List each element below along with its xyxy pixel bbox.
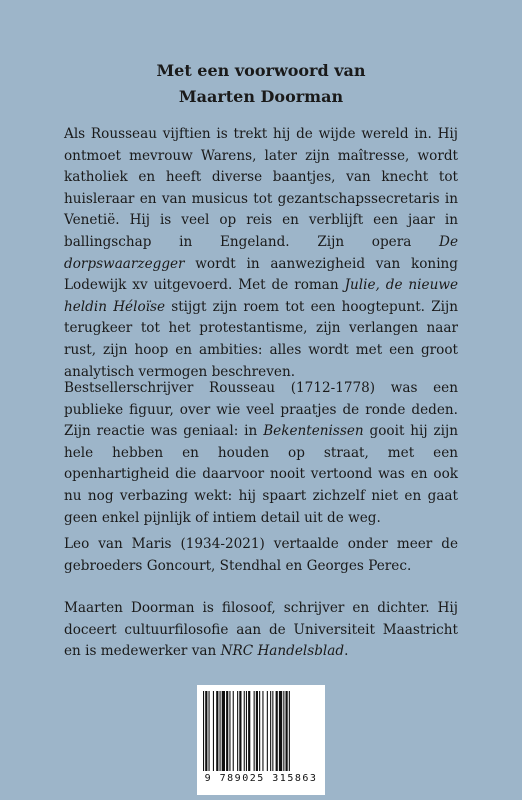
barcode-bar	[259, 691, 260, 771]
foreword-heading-line1: Met een voorwoord van	[156, 61, 366, 80]
barcode-bar	[205, 691, 207, 771]
barcode-bar	[272, 691, 273, 771]
barcode-bar	[267, 691, 268, 771]
barcode-bar	[256, 691, 258, 771]
translator-paragraph	[64, 534, 458, 577]
italic-title: De dorpswaarzegger	[64, 233, 458, 272]
isbn-barcode	[197, 685, 325, 795]
text-run: Bestsellerschrijver Rousseau (1712-1778) was een publieke figuur, over wie veel praatjes de ronde deden. Zijn reactie was geniaal: in	[64, 380, 458, 440]
italic-title: Julie, de nieuwe heldin Héloïse	[64, 277, 458, 315]
barcode-bars	[203, 691, 319, 771]
text-run: Maarten Doorman is filosoof, schrijver en dichter. Hij doceert cultuurfilosofie aan de Universiteit Maastricht en is medewerker van	[64, 600, 458, 660]
blurb-paragraph-1	[64, 124, 458, 383]
barcode-bar	[270, 691, 271, 771]
barcode-bar	[203, 691, 204, 771]
text-run: wordt in aanwezigheid van koning Lodewijk xv uitgevoerd. Met de roman	[64, 255, 458, 294]
blurb-paragraph-2	[64, 378, 458, 529]
barcode-bar	[283, 691, 284, 771]
barcode-bar	[229, 691, 230, 771]
barcode-bar	[216, 691, 218, 771]
barcode-bar	[222, 691, 225, 771]
barcode-bar	[279, 691, 282, 771]
isbn-number: 9 789025 315863	[204, 773, 318, 784]
barcode-bar	[226, 691, 228, 771]
barcode-bar	[209, 691, 210, 771]
foreword-heading	[0, 58, 522, 110]
barcode-bar	[254, 691, 255, 771]
barcode-bar	[248, 691, 250, 771]
barcode-bar	[276, 691, 278, 771]
barcode-bar	[233, 691, 234, 771]
barcode-bar	[213, 691, 214, 771]
text-run: Leo van Maris (1934-2021) vertaalde onder meer de gebroeders Goncourt, Stendhal en Georges Perec.	[64, 536, 458, 574]
text-run: Als Rousseau vijftien is trekt hij de wijde wereld in. Hij ontmoet mevrouw Warens, later zijn maîtresse, wordt katholiek en heeft diverse baantjes, van knecht tot huisleraar en van musicus tot gezantschapssecretaris in Venetië. Hij is veel op reis en verblijft een jaar in ballingschap in Engeland. Zijn opera	[64, 126, 458, 250]
foreword-heading-author: Maarten Doorman	[178, 87, 344, 106]
italic-title: NRC Handelsblad	[220, 643, 345, 660]
barcode-bar	[246, 691, 247, 771]
barcode-bar	[244, 691, 245, 771]
barcode-bar	[289, 691, 290, 771]
text-run: gooit hij zijn hele hebben en houden op straat, met een openhartigheid die daarvoor nooit vertoond was en ook nu nog verbazing wekt: hij spaart zichzelf niet en gaat geen enkel pijnlijk of intiem detail uit de weg.	[64, 423, 458, 526]
text-run: .	[344, 643, 349, 660]
barcode-bar	[220, 691, 221, 771]
barcode-bar	[286, 691, 288, 771]
barcode-bar	[239, 691, 241, 771]
italic-title: Bekentenissen	[263, 423, 364, 440]
barcode-bar	[237, 691, 238, 771]
text-run: stijgt zijn roem tot een hoogtepunt. Zijn terugkeer tot het protestantisme, zijn verlangen naar rust, zijn hoop en ambities: alles wordt met een groot analytisch vermogen beschreven.	[64, 298, 458, 380]
foreword-author-paragraph	[64, 598, 458, 663]
barcode-bar	[262, 691, 263, 771]
